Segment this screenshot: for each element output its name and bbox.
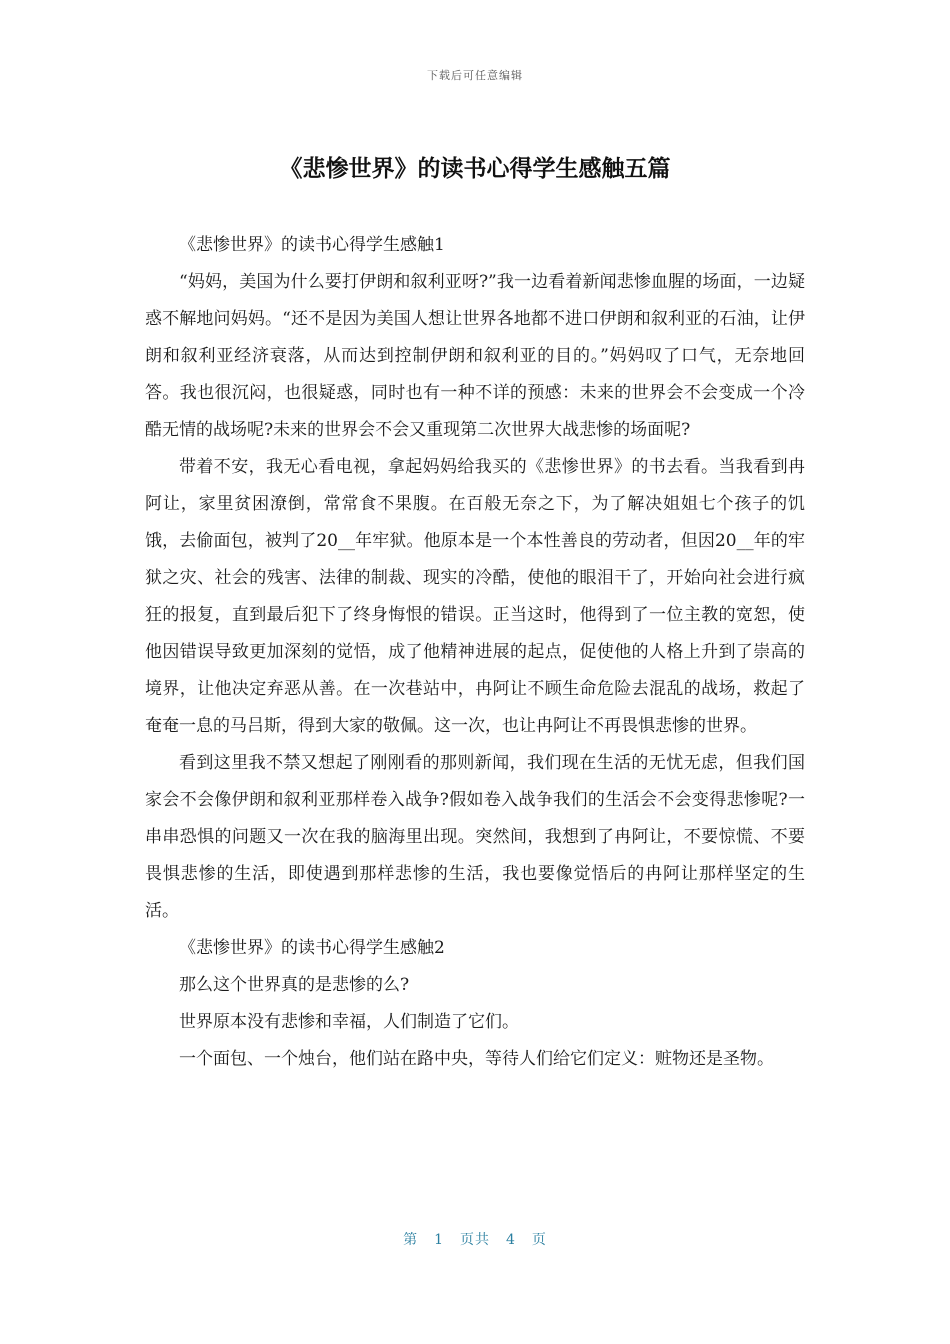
- header-note: 下载后可任意编辑: [427, 69, 523, 82]
- total-pages-number: 4: [506, 1232, 516, 1248]
- footer-suffix: 页: [531, 1232, 547, 1248]
- paragraph: 看到这里我不禁又想起了刚刚看的那则新闻，我们现在生活的无忧无虑，但我们国家会不会像伊朗和叙利亚那样卷入战争?假如卷入战争我们的生活会不会变得悲惨呢?一串串恐惧的问题又一次在我的脑海里出现。突然间，我想到了冉阿让，不要惊慌、不要畏惧悲惨的生活，即使遇到那样悲惨的生活，我也要像觉悟后的冉阿让那样坚定的生活。: [145, 753, 805, 921]
- paragraph: “妈妈，美国为什么要打伊朗和叙利亚呀?”我一边看着新闻悲惨血腥的场面，一边疑惑不解地问妈妈。“还不是因为美国人想让世界各地都不进口伊朗和叙利亚的石油，让伊朗和叙利亚经济衰落，从而达到控制伊朗和叙利亚的目的。”妈妈叹了口气，无奈地回答。我也很沉闷，也很疑惑，同时也有一种不详的预感：未来的世界会不会变成一个冷酷无情的战场呢?未来的世界会不会又重现第二次世界大战悲惨的场面呢?: [145, 272, 805, 440]
- document-body: [145, 227, 805, 1078]
- footer-middle: 页共: [460, 1232, 490, 1248]
- page-footer: [0, 1229, 950, 1249]
- paragraph: 一个面包、一个烛台，他们站在路中央，等待人们给它们定义：赃物还是圣物。: [179, 1049, 774, 1069]
- paragraph: 那么这个世界真的是悲惨的么?: [179, 975, 410, 995]
- section-heading-1: 《悲惨世界》的读书心得学生感触1: [179, 235, 445, 255]
- paragraph: 带着不安，我无心看电视，拿起妈妈给我买的《悲惨世界》的书去看。当我看到冉阿让，家里贫困潦倒，常常食不果腹。在百般无奈之下，为了解决姐姐七个孩子的饥饿，去偷面包，被判了20__年牢狱。他原本是一个本性善良的劳动者，但因20__年的牢狱之灾、社会的残害、法律的制裁、现实的冷酷，使他的眼泪干了，开始向社会进行疯狂的报复，直到最后犯下了终身悔恨的错误。正当这时，他得到了一位主教的宽恕，使他因错误导致更加深刻的觉悟，成了他精神进展的起点，促使他的人格上升到了崇高的境界，让他决定弃恶从善。在一次巷站中，冉阿让不顾生命危险去混乱的战场，救起了奄奄一息的马吕斯，得到大家的敬佩。这一次，也让冉阿让不再畏惧悲惨的世界。: [145, 457, 805, 736]
- document-title: 《悲惨世界》的读书心得学生感触五篇: [279, 156, 671, 182]
- current-page-number: 1: [434, 1232, 444, 1248]
- paragraph: 世界原本没有悲惨和幸福，人们制造了它们。: [179, 1012, 519, 1032]
- footer-prefix: 第: [403, 1232, 419, 1248]
- section-heading-2: 《悲惨世界》的读书心得学生感触2: [179, 938, 445, 958]
